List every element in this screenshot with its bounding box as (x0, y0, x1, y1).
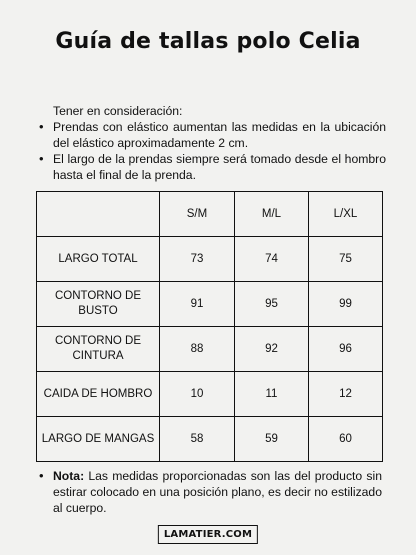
note-label: Nota: (53, 469, 85, 483)
measurement-cell: 88 (160, 327, 235, 372)
measurement-cell: 12 (309, 372, 383, 417)
row-label: CONTORNO DE BUSTO (37, 282, 160, 327)
row-label: LARGO TOTAL (37, 237, 160, 282)
row-label: CAIDA DE HOMBRO (37, 372, 160, 417)
header-cell-size: S/M (160, 192, 235, 237)
measurement-cell: 11 (235, 372, 309, 417)
intro-bullet-list (36, 119, 386, 183)
measurement-cell: 92 (235, 327, 309, 372)
row-label: LARGO DE MANGAS (37, 417, 160, 462)
intro-lead: Tener en consideración: (53, 104, 183, 118)
header-cell-size: M/L (235, 192, 309, 237)
brand-logo: LAMATIER.COM (158, 525, 258, 544)
note-section (36, 468, 382, 516)
measurement-cell: 58 (160, 417, 235, 462)
intro-bullet: • Prendas con elástico aumentan las medidas en la ubicación del elástico aproximadamente 2 cm. (36, 119, 386, 151)
measurement-cell: 96 (309, 327, 383, 372)
note-item (36, 468, 382, 516)
header-cell-empty (37, 192, 160, 237)
size-table-header-row (37, 192, 383, 237)
intro-section (36, 103, 386, 183)
measurement-cell: 91 (160, 282, 235, 327)
page-title: Guía de tallas polo Celia (55, 29, 361, 54)
measurement-cell: 10 (160, 372, 235, 417)
measurement-cell: 95 (235, 282, 309, 327)
header-cell-size: L/XL (309, 192, 383, 237)
table-row (37, 237, 383, 282)
table-row (37, 327, 383, 372)
size-table (36, 191, 383, 462)
measurement-cell: 99 (309, 282, 383, 327)
table-row (37, 417, 383, 462)
note-text: Las medidas proporcionadas son las del producto sin estirar colocado en una posición plano, es decir no estilizado al cuerpo. (53, 469, 382, 515)
table-row (37, 372, 383, 417)
measurement-cell: 73 (160, 237, 235, 282)
row-label: CONTORNO DE CINTURA (37, 327, 160, 372)
table-row (37, 282, 383, 327)
measurement-cell: 75 (309, 237, 383, 282)
measurement-cell: 59 (235, 417, 309, 462)
measurement-cell: 74 (235, 237, 309, 282)
intro-bullet: • El largo de la prendas siempre será tomado desde el hombro hasta el final de la prenda. (36, 151, 386, 183)
measurement-cell: 60 (309, 417, 383, 462)
